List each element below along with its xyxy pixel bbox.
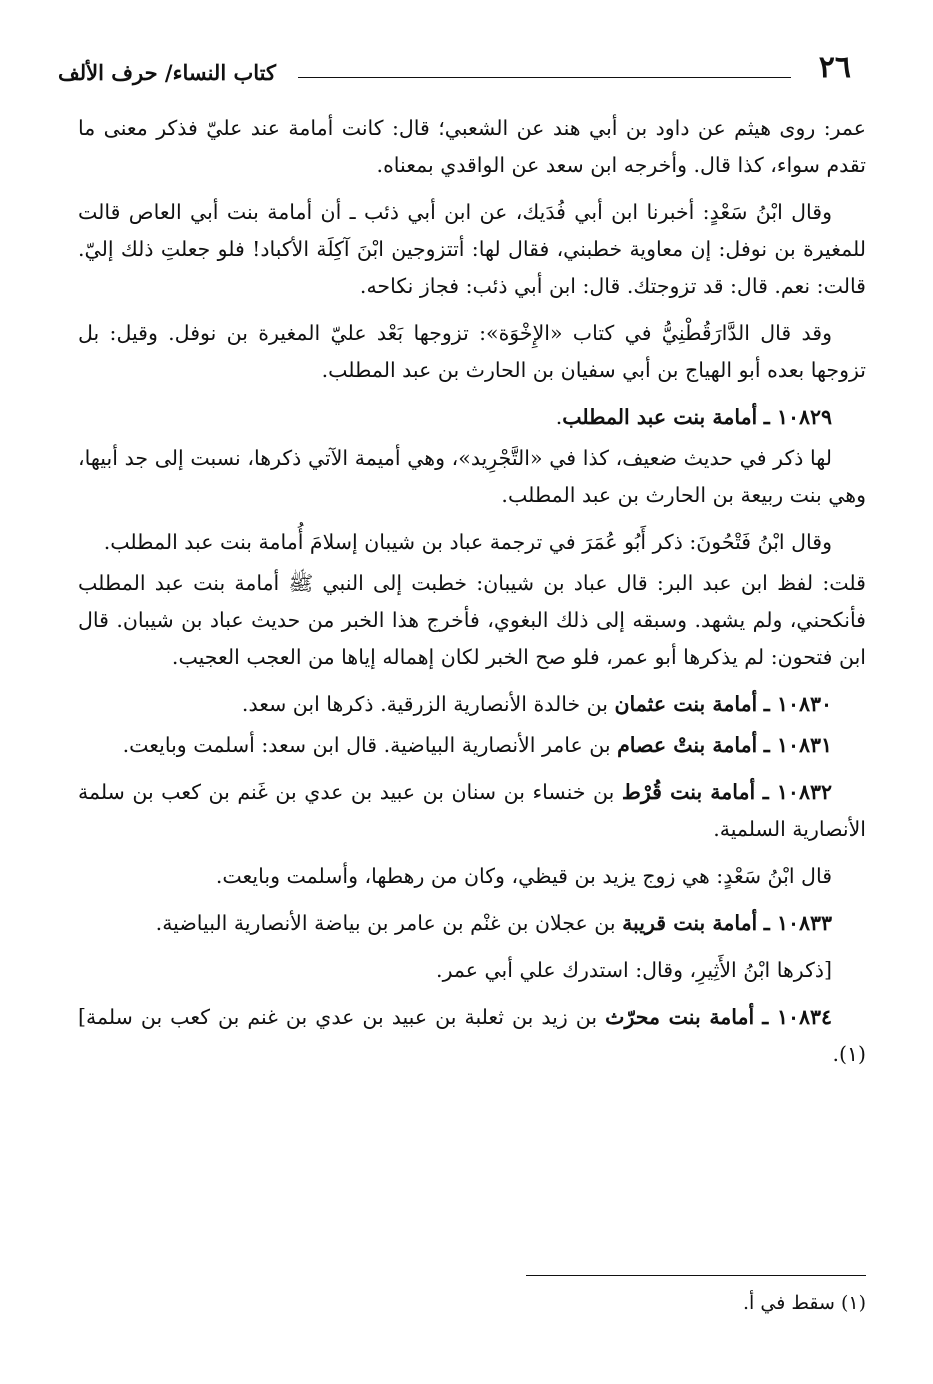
- entry-number: ١٠٨٣٤ ـ: [762, 1005, 832, 1029]
- entry-heading: ١٠٨٢٩ ـ أمامة بنت عبد المطلب.: [555, 405, 832, 429]
- entry-name: أمامة بنت محرّث: [605, 1005, 755, 1029]
- paragraph: لها ذكر في حديث ضعيف، كذا في «التَّجْرِيد»، وهي أميمة الآتي ذكرها، نسبت إلى جد أبيها، وهي بنت ربيعة بن الحارث بن عبد المطلب.: [78, 446, 866, 507]
- entry-heading: ١٠٨٣٣ ـ أمامة بنت قريبة بن عجلان بن غنْم بن عامر بن بياضة الأنصارية البياضية.: [155, 911, 832, 935]
- page-header: [58, 50, 851, 90]
- page-number: ٢٦: [818, 50, 851, 85]
- entry-number: ١٠٨٣١ ـ: [763, 733, 832, 757]
- entry-heading: ١٠٨٣١ ـ أمامة بنتْ عصام بن عامر الأنصارية البياضية. قال ابن سعد: أسلمت وبايعت.: [122, 733, 832, 757]
- paragraph: وقد قال الدَّارَقُطْنِيُّ في كتاب «الإِخْوَة»: تزوجها بَعْد عليّ المغيرة بن نوفل. وقيل: بل تزوجها بعده أبو الهياج بن أبي سفيان بن الحارث بن عبد المطلب.: [78, 321, 866, 382]
- entry-name: أمامة بنت عثمان: [614, 692, 758, 716]
- entry-number: ١٠٨٣٠ ـ: [763, 692, 832, 716]
- entry-name: أمامة بنتْ عصام: [617, 733, 758, 757]
- paragraph: قلت: لفظ ابن عبد البر: قال عباد بن شيبان: خطبت إلى النبي ﷺ أمامة بنت عبد المطلب فأنكحني، ولم يشهد. وسبقه إلى ذلك البغوي، فأخرج هذا الخبر من حديث عباد بن شيبان. قال ابن فتحون: لم يذكرها أبو عمر، فلو صح الخبر لكان إهماله إياها من العجب العجيب.: [78, 571, 866, 669]
- entry-heading: ١٠٨٣٢ ـ أمامة بنت قُرْط بن خنساء بن سنان بن عبيد بن عدي بن غَنم بن كعب بن سلمة الأنصارية السلمية.: [78, 780, 866, 841]
- entry-name: أمامة بنت قُرْط: [621, 780, 756, 804]
- entry-name: أمامة بنت عبد المطلب: [562, 405, 758, 429]
- entry-number: ١٠٨٢٩ ـ: [763, 405, 832, 429]
- paragraph: وقال ابْنُ فَتْحُونَ: ذكر أَبُو عُمَرَ في ترجمة عباد بن شيبان إسلامَ أُمامة بنت عبد المطلب.: [103, 530, 832, 554]
- page-body: [78, 110, 866, 1083]
- paragraph: وقال ابْنُ سَعْدٍ: أخبرنا ابن أبي فُدَيك، عن ابن أبي ذئب ـ أن أمامة بنت أبي العاص قالت للمغيرة بن نوفل: إن معاوية خطبني، فقال لها: أتتزوجين ابْنَ آكِلَة الأكباد! فلو جعلتِ ذلك إليّ. قالت: نعم. قال: قد تزوجتك. قال: ابن أبي ذئب: فجاز نكاحه.: [78, 200, 866, 298]
- paragraph: [ذكرها ابْنُ الأَثِيرِ، وقال: استدرك علي أبي عمر.: [436, 958, 832, 982]
- entry-number: ١٠٨٣٢ ـ: [762, 780, 832, 804]
- paragraph: عمر: روى هيثم عن داود بن أبي هند عن الشعبي؛ قال: كانت أمامة عند عليّ فذكر معنى ما تقدم سواء، كذا قال. وأخرجه ابن سعد عن الواقدي بمعناه.: [78, 116, 866, 177]
- entry-number: ١٠٨٣٣ ـ: [763, 911, 832, 935]
- entry-heading: ١٠٨٣٤ ـ أمامة بنت محرّث بن زيد بن ثعلبة بن عبيد بن عدي بن غنم بن كعب بن سلمة](١).: [78, 1005, 866, 1066]
- footnote: (١) سقط في أ.: [743, 1292, 866, 1314]
- header-rule: [298, 77, 791, 78]
- entry-heading: ١٠٨٣٠ ـ أمامة بنت عثمان بن خالدة الأنصارية الزرقية. ذكرها ابن سعد.: [241, 692, 832, 716]
- paragraph: قال ابْنُ سَعْدٍ: هي زوج يزيد بن قيظي، وكان من رهطها، وأسلمت وبايعت.: [215, 864, 832, 888]
- running-head: كتاب النساء/ حرف الألف: [58, 60, 276, 85]
- entry-name: أمامة بنت قريبة: [622, 911, 758, 935]
- footnote-rule: [526, 1275, 866, 1276]
